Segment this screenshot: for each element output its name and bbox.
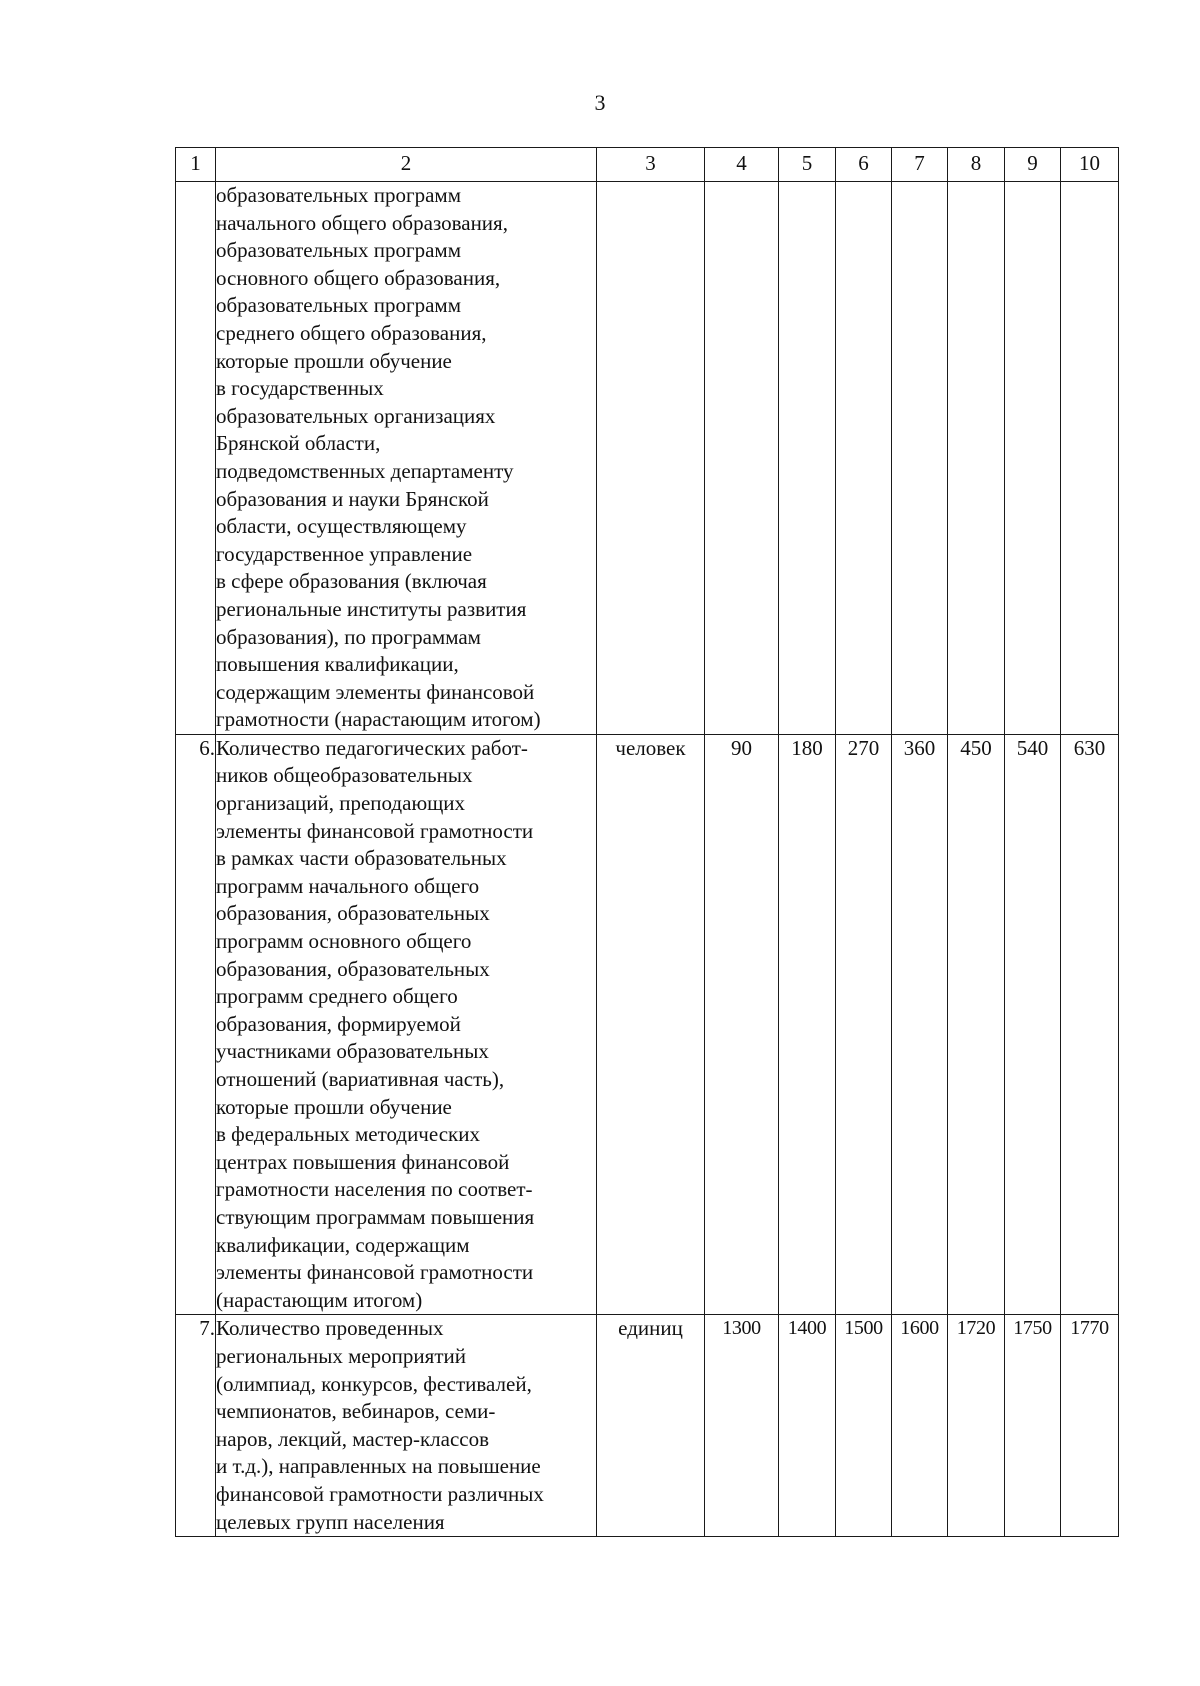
description-line: программ среднего общего	[216, 984, 458, 1009]
description-line: основного общего образования,	[216, 265, 501, 290]
row-number-cell	[176, 182, 216, 735]
description-line: в федеральных методических	[216, 1122, 480, 1147]
description-line: в рамках части образовательных	[216, 846, 507, 871]
header-cell: 5	[779, 148, 836, 182]
description-line: в государственных	[216, 376, 384, 401]
unit-cell: единиц	[597, 1315, 705, 1537]
description-line: грамотности населения по соответ-	[216, 1177, 533, 1202]
value-cell: 1770	[1061, 1315, 1119, 1537]
value-cell: 1300	[705, 1315, 779, 1537]
description-line: ников общеобразовательных	[216, 763, 473, 788]
description-line: финансовой грамотности различных	[216, 1481, 544, 1506]
value-cell: 1600	[892, 1315, 948, 1537]
description-line: образовательных программ	[216, 183, 461, 207]
description-line: области, осуществляющему	[216, 514, 467, 539]
value-cell: 1400	[779, 1315, 836, 1537]
value-cell	[836, 182, 892, 735]
table-row	[176, 1315, 1119, 1537]
row-number-cell: 7.	[176, 1315, 216, 1537]
description-line: в сфере образования (включая	[216, 569, 487, 594]
description-line: образовательных организациях	[216, 403, 496, 428]
row-number-cell: 6.	[176, 734, 216, 1314]
value-cell: 1500	[836, 1315, 892, 1537]
description-line: чемпионатов, вебинаров, семи-	[216, 1399, 496, 1424]
description-line: государственное управление	[216, 541, 473, 566]
value-cell: 1720	[948, 1315, 1005, 1537]
header-cell: 1	[176, 148, 216, 182]
description-line: образования, образовательных	[216, 956, 490, 981]
page-number: 3	[594, 90, 606, 115]
header-cell: 6	[836, 148, 892, 182]
description-line: региональных мероприятий	[216, 1343, 466, 1368]
description-line: которые прошли обучение	[216, 1094, 452, 1119]
description-line: организаций, преподающих	[216, 791, 466, 816]
value-cell	[779, 182, 836, 735]
header-cell: 10	[1061, 148, 1119, 182]
description-line: грамотности (нарастающим итогом)	[216, 707, 541, 732]
description-line: отношений (вариативная часть),	[216, 1067, 505, 1091]
value-cell	[892, 182, 948, 735]
header-cell: 4	[705, 148, 779, 182]
indicator-table	[175, 147, 1119, 1537]
description-line: программ основного общего	[216, 929, 472, 954]
description-line: образования, формируемой	[216, 1011, 461, 1036]
header-cell: 3	[597, 148, 705, 182]
value-cell: 450	[948, 734, 1005, 1314]
value-cell: 270	[836, 734, 892, 1314]
value-cell: 630	[1061, 734, 1119, 1314]
description-line: Брянской области,	[216, 431, 381, 456]
description-line: образования, образовательных	[216, 901, 490, 926]
description-line: содержащим элементы финансовой	[216, 679, 535, 704]
description-line: Количество проведенных	[216, 1316, 444, 1341]
description-line: образовательных программ	[216, 293, 461, 318]
description-line: региональные институты развития	[216, 596, 527, 621]
value-cell	[948, 182, 1005, 735]
header-cell: 8	[948, 148, 1005, 182]
description-line: программ начального общего	[216, 873, 480, 898]
value-cell: 90	[705, 734, 779, 1314]
description-line: подведомственных департаменту	[216, 458, 514, 483]
description-line: (нарастающим итогом)	[216, 1287, 423, 1312]
description-cell	[216, 734, 597, 1314]
header-cell: 9	[1005, 148, 1061, 182]
value-cell: 180	[779, 734, 836, 1314]
description-cell	[216, 182, 597, 735]
table-row	[176, 734, 1119, 1314]
table-row	[176, 182, 1119, 735]
description-line: центрах повышения финансовой	[216, 1149, 510, 1174]
description-line: образования и науки Брянской	[216, 486, 489, 511]
description-line: которые прошли обучение	[216, 348, 452, 373]
description-line: элементы финансовой грамотности	[216, 1260, 534, 1285]
value-cell: 540	[1005, 734, 1061, 1314]
description-line: квалификации, содержащим	[216, 1232, 470, 1257]
value-cell: 1750	[1005, 1315, 1061, 1537]
description-line: элементы финансовой грамотности	[216, 818, 534, 843]
description-line: участниками образовательных	[216, 1039, 489, 1064]
description-line: ствующим программам повышения	[216, 1204, 535, 1229]
table-header-row	[176, 148, 1119, 182]
description-line: среднего общего образования,	[216, 320, 487, 345]
description-line: начального общего образования,	[216, 210, 508, 235]
description-line: наров, лекций, мастер-классов	[216, 1426, 490, 1451]
value-cell	[705, 182, 779, 735]
header-cell: 7	[892, 148, 948, 182]
description-line: Количество педагогических работ-	[216, 735, 528, 760]
value-cell	[1061, 182, 1119, 735]
value-cell: 360	[892, 734, 948, 1314]
description-line: (олимпиад, конкурсов, фестивалей,	[216, 1371, 532, 1396]
description-line: и т.д.), направленных на повышение	[216, 1454, 541, 1479]
description-line: образовательных программ	[216, 238, 461, 263]
unit-cell	[597, 182, 705, 735]
value-cell	[1005, 182, 1061, 735]
header-cell: 2	[216, 148, 597, 182]
description-line: повышения квалификации,	[216, 652, 459, 677]
description-line: образования), по программам	[216, 624, 481, 649]
description-cell	[216, 1315, 597, 1537]
description-line: целевых групп населения	[216, 1509, 445, 1534]
unit-cell: человек	[597, 734, 705, 1314]
